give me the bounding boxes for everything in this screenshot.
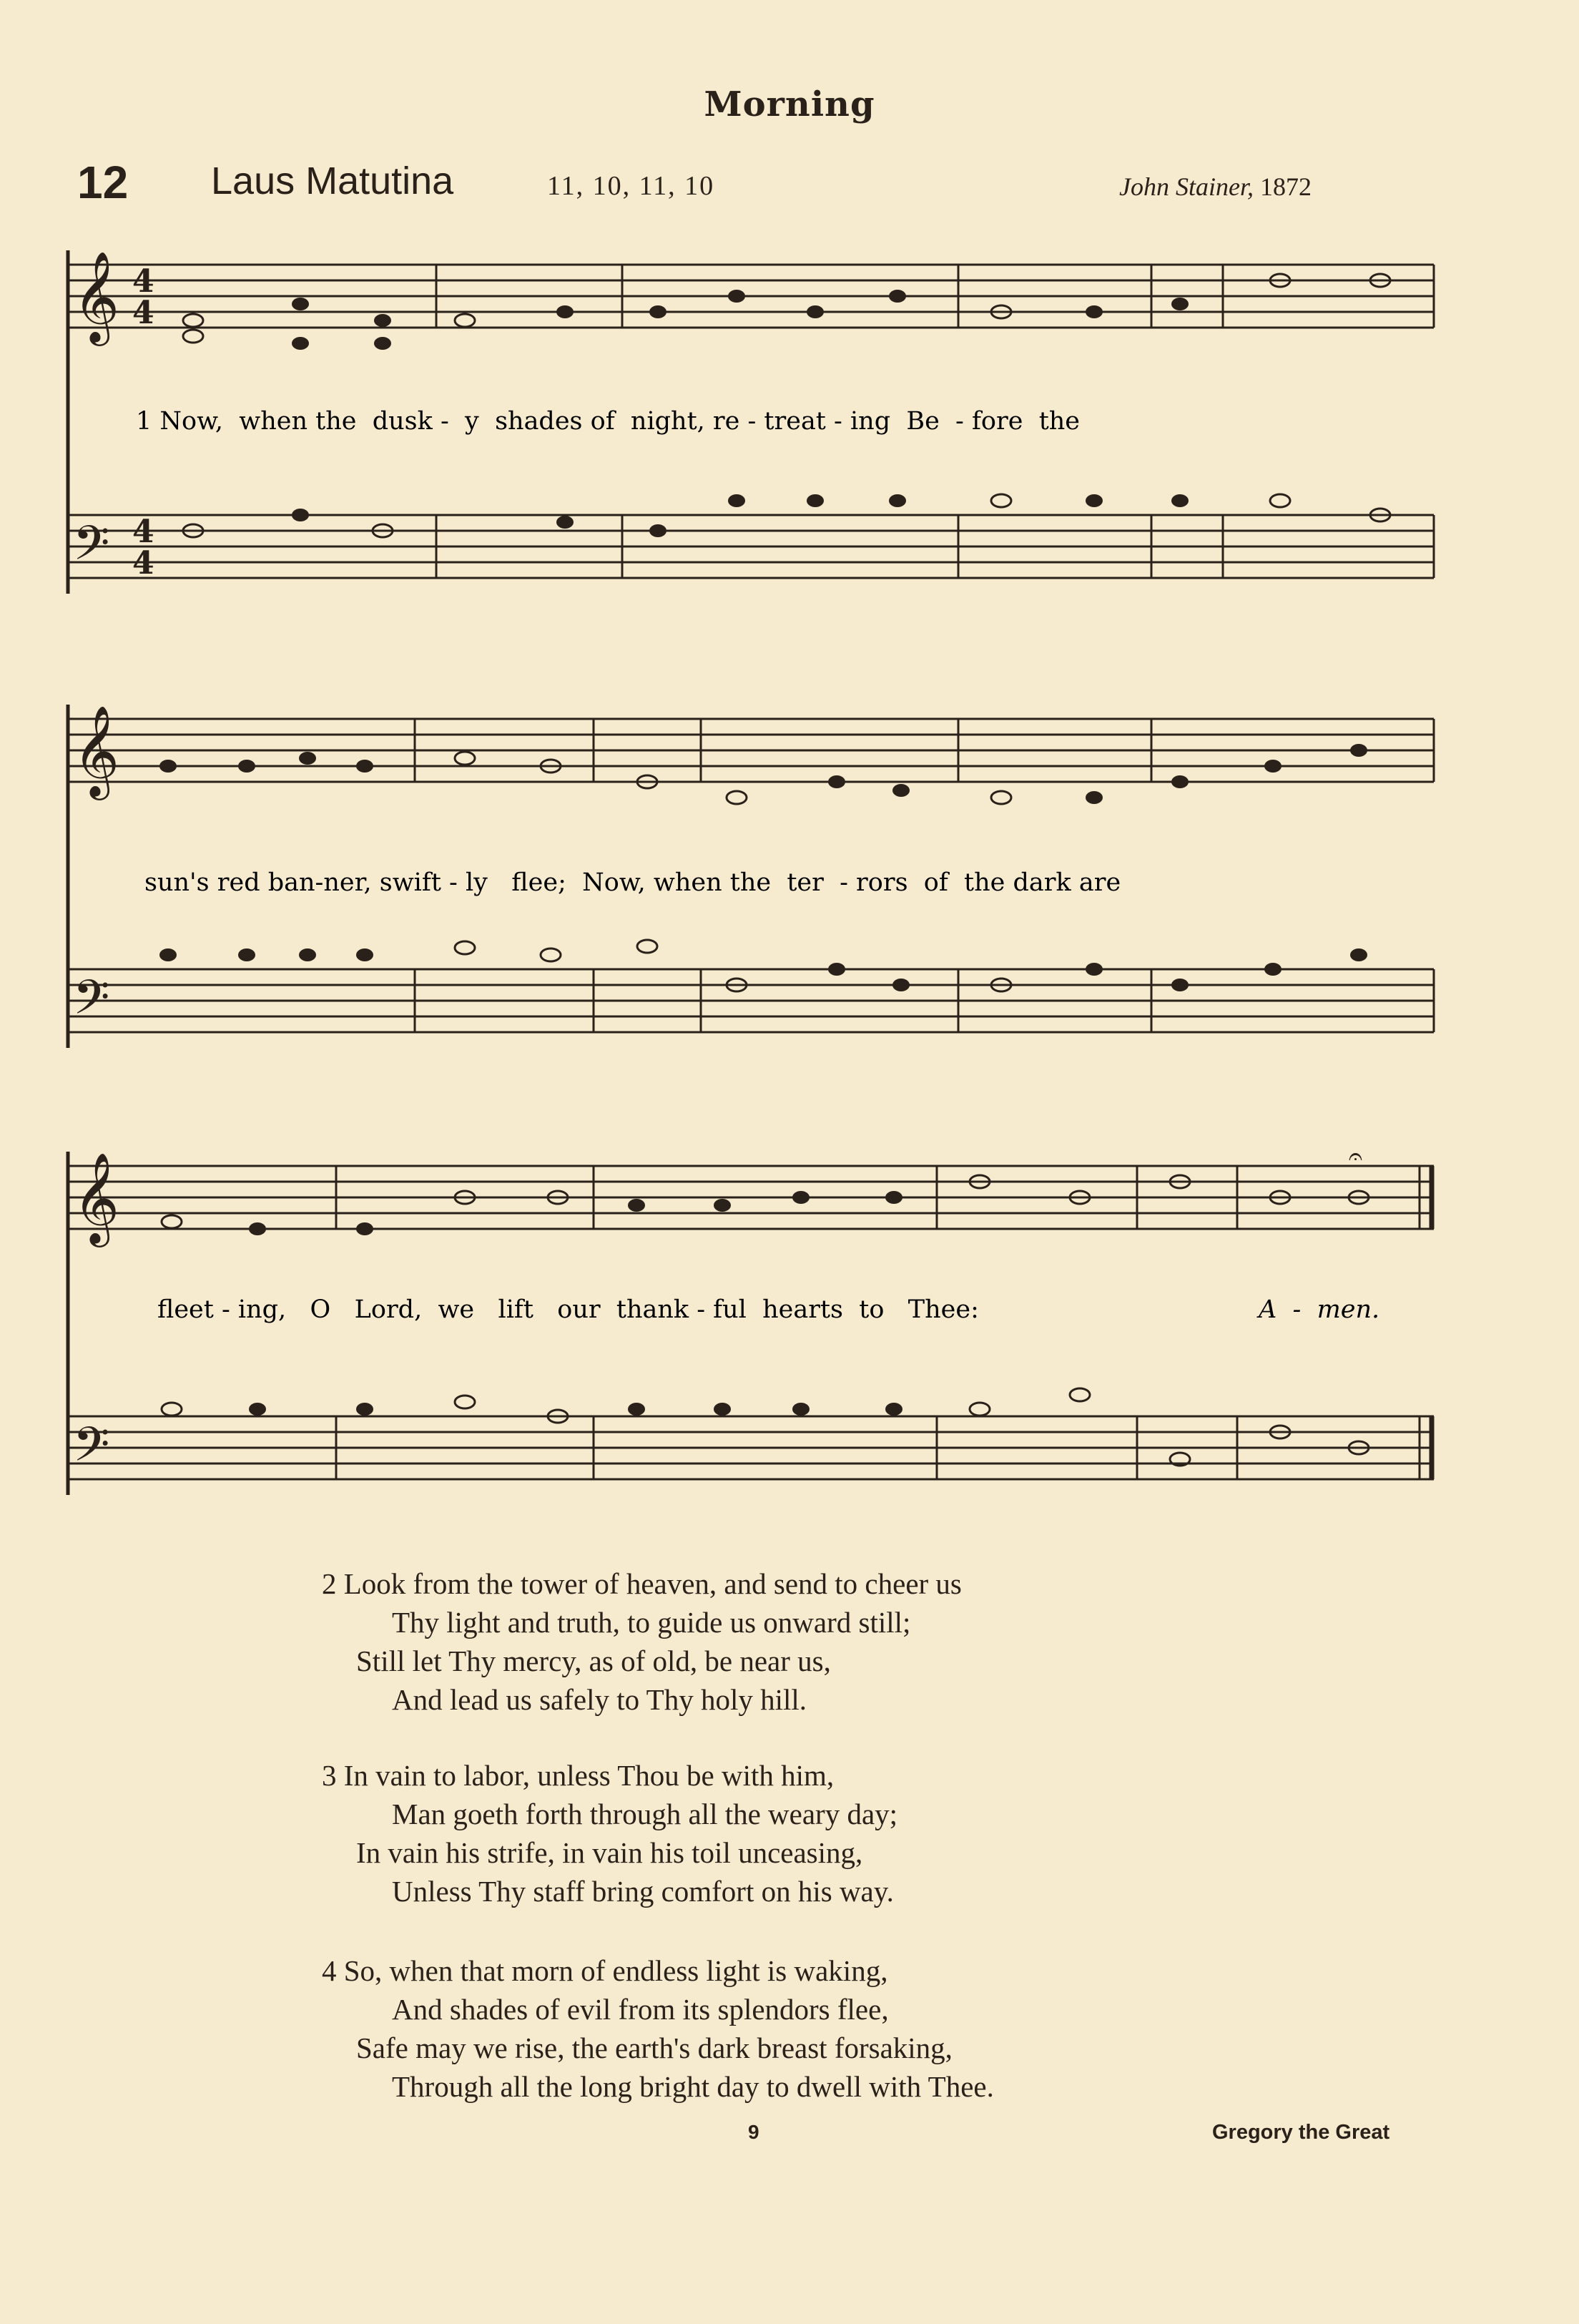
svg-text:𝄢: 𝄢 xyxy=(73,970,110,1036)
svg-text:𝄞: 𝄞 xyxy=(73,1152,120,1243)
section-title: Morning xyxy=(704,84,875,124)
hymn-number: 12 xyxy=(77,157,129,208)
fermata-icon: 𝄐 xyxy=(1349,1144,1362,1171)
stanza-number: 2 xyxy=(322,1567,337,1600)
music-system-3 xyxy=(64,1144,1445,1516)
svg-text:4: 4 xyxy=(132,295,154,331)
music-system-1 xyxy=(64,243,1445,615)
stanza-4: 4 So, when that morn of endless light is waking, And shades of evil from its splendors flee, Safe may we rise, the earth's dark breast forsaking, Through all the long bright day to dwell with Thee. xyxy=(322,1954,994,2103)
stanza-number: 3 xyxy=(322,1759,337,1792)
amen-lyrics: A - men. xyxy=(1259,1295,1380,1324)
stanza-2: 2 Look from the tower of heaven, and send to cheer us Thy light and truth, to guide us onward still; Still let Thy mercy, as of old, be near us, And lead us safely to Thy holy hill. xyxy=(322,1567,962,1716)
composer-year: 1872 xyxy=(1259,172,1312,201)
svg-text:𝄢: 𝄢 xyxy=(73,1417,110,1484)
system-3-lyrics: fleet - ing, O Lord, we lift our thank - ful hearts to Thee: xyxy=(157,1295,979,1324)
system-2-lyrics: sun's red ban-ner, swift - ly flee; Now, when the ter - rors of the dark are xyxy=(144,868,1121,897)
hymn-author: Gregory the Great xyxy=(1212,2121,1390,2144)
music-system-2 xyxy=(64,697,1445,1069)
svg-text:4: 4 xyxy=(132,514,154,550)
tune-name: Laus Matutina xyxy=(211,160,454,202)
page-number: 9 xyxy=(748,2121,759,2143)
notes xyxy=(183,274,1390,537)
svg-text:4: 4 xyxy=(132,263,154,300)
treble-staff xyxy=(68,265,1434,328)
system-1-lyrics: 1 Now, when the dusk - y shades of night, re - treat - ing Be - fore the xyxy=(136,407,1081,436)
treble-clef: 𝄞 xyxy=(73,250,120,342)
stanza-3: 3 In vain to labor, unless Thou be with him, Man goeth forth through all the weary day; In vain his strife, in vain his toil unceasing, Unless Thy staff bring comfort on his way. xyxy=(322,1759,898,1908)
meter: 11, 10, 11, 10 xyxy=(547,171,715,201)
composer-name: John Stainer, xyxy=(1119,172,1254,201)
svg-text:4: 4 xyxy=(132,545,154,582)
bass-staff xyxy=(68,515,1434,578)
bass-clef: 𝄢 xyxy=(73,516,110,582)
stanza-number: 4 xyxy=(322,1954,337,1987)
svg-text:𝄞: 𝄞 xyxy=(73,705,120,796)
composer xyxy=(1119,172,1312,202)
